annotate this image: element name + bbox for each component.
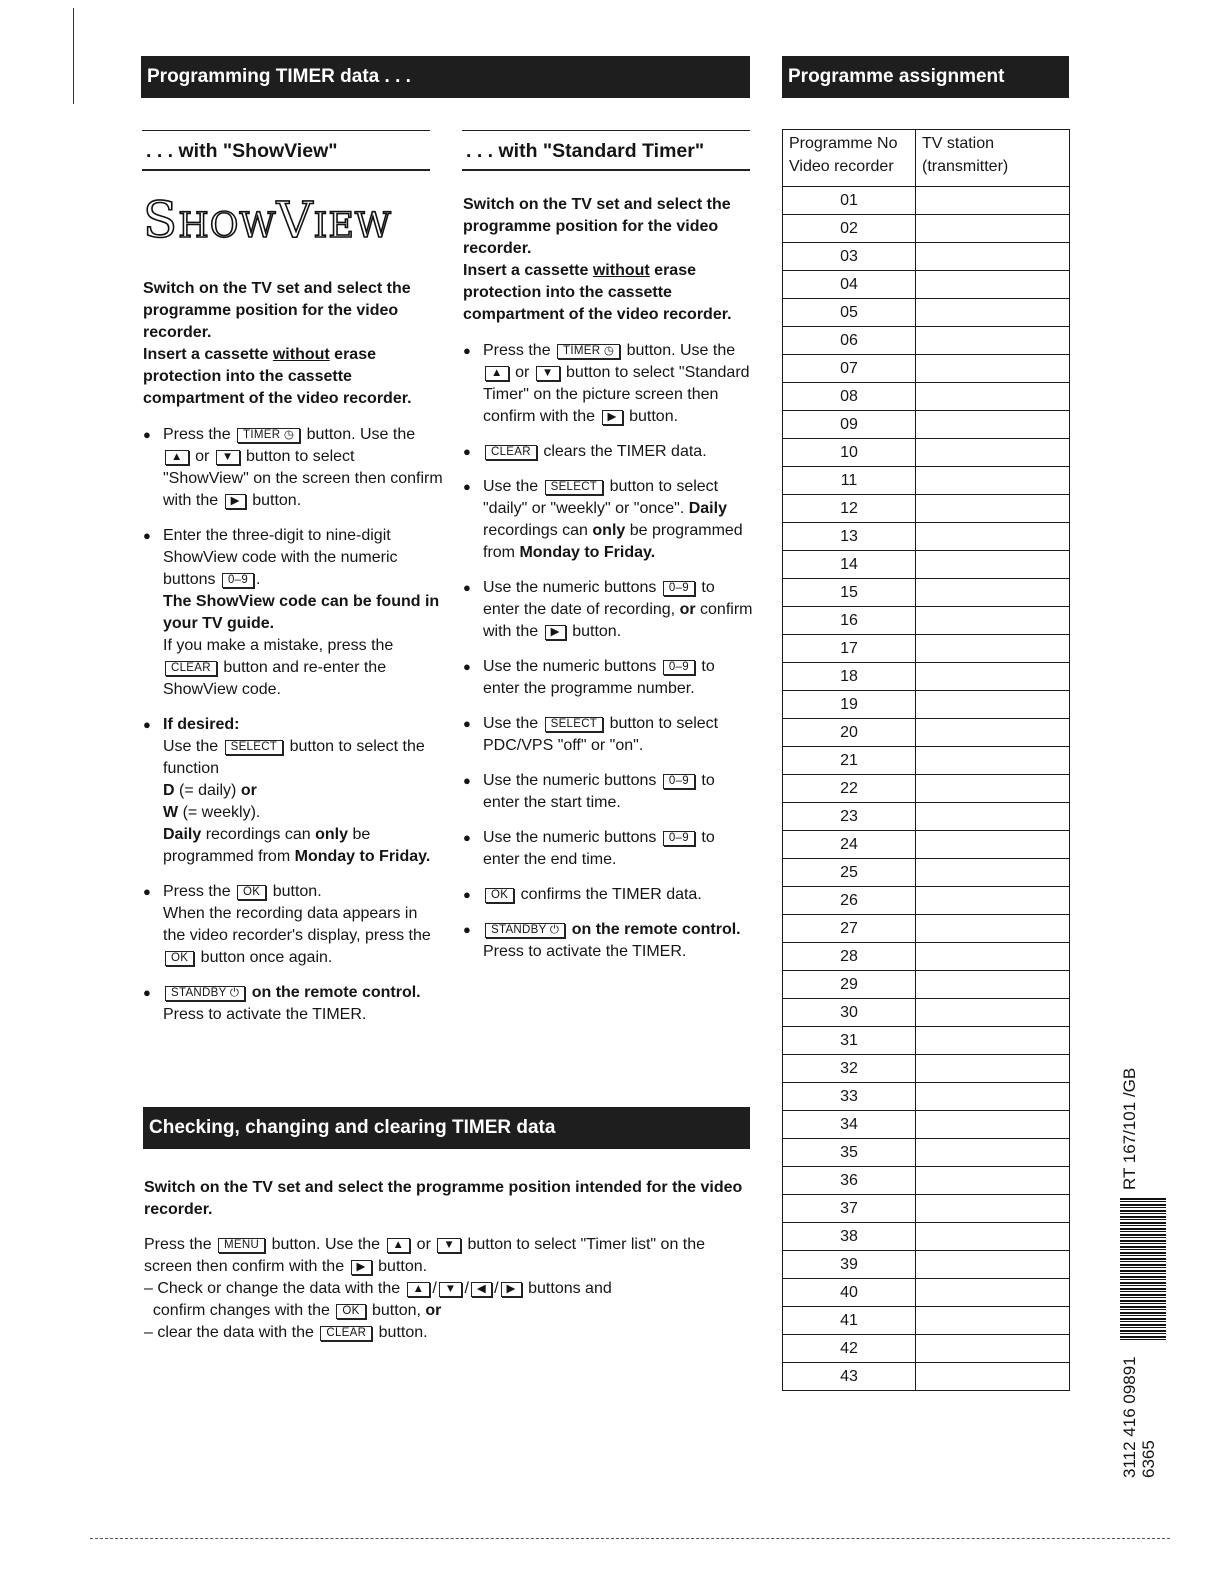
programme-number-cell: 42 xyxy=(783,1335,916,1363)
table-row xyxy=(783,607,1070,635)
menu-key: MENU xyxy=(218,1238,265,1253)
tv-station-cell xyxy=(916,579,1070,607)
standard-intro-1: Switch on the TV set and select the programme position for the video recorder. xyxy=(463,196,731,257)
table-row xyxy=(783,467,1070,495)
select-key: SELECT xyxy=(545,717,604,732)
programme-number-cell: 16 xyxy=(783,607,916,635)
tv-station-cell xyxy=(916,607,1070,635)
down-key: ▼ xyxy=(439,1282,463,1297)
programme-number-cell: 27 xyxy=(783,915,916,943)
tv-station-cell xyxy=(916,495,1070,523)
programme-number-cell: 41 xyxy=(783,1307,916,1335)
timer-key: TIMER ◷ xyxy=(237,428,300,443)
programme-number-cell: 01 xyxy=(783,187,916,215)
down-key: ▼ xyxy=(536,366,560,381)
programme-number-cell: 36 xyxy=(783,1167,916,1195)
tv-station-cell xyxy=(916,803,1070,831)
down-key: ▼ xyxy=(216,450,240,465)
standard-step-7: ● Use the numeric buttons 0–9 to enter the start time. xyxy=(463,770,755,814)
table-row xyxy=(783,635,1070,663)
standard-intro-2: Insert a cassette without erase protection into the cassette compartment of the video recorder. xyxy=(463,262,732,323)
standard-timer-instructions xyxy=(463,194,755,976)
table-row xyxy=(783,1111,1070,1139)
showview-step-4: ● Press the OK button. When the recording data appears in the video recorder's display, press the OK button once again. xyxy=(143,881,443,969)
tv-station-cell xyxy=(916,999,1070,1027)
table-row xyxy=(783,551,1070,579)
table-row xyxy=(783,523,1070,551)
table-row xyxy=(783,299,1070,327)
tv-station-cell xyxy=(916,887,1070,915)
standard-step-2: ● CLEAR clears the TIMER data. xyxy=(463,441,755,463)
tv-station-cell xyxy=(916,523,1070,551)
table-row xyxy=(783,1335,1070,1363)
table-row xyxy=(783,1251,1070,1279)
standard-step-10: ● STANDBY ⏻ on the remote control. Press to activate the TIMER. xyxy=(463,919,755,963)
tv-station-cell xyxy=(916,327,1070,355)
table-row xyxy=(783,243,1070,271)
table-row xyxy=(783,1363,1070,1391)
programme-number-cell: 37 xyxy=(783,1195,916,1223)
tv-station-cell xyxy=(916,1027,1070,1055)
standard-step-8: ● Use the numeric buttons 0–9 to enter the end time. xyxy=(463,827,755,871)
programme-number-cell: 08 xyxy=(783,383,916,411)
programme-number-cell: 19 xyxy=(783,691,916,719)
checking-step-clear: – clear the data with the CLEAR button. xyxy=(144,1324,428,1341)
table-row xyxy=(783,859,1070,887)
table-row xyxy=(783,971,1070,999)
programme-number-cell: 30 xyxy=(783,999,916,1027)
tv-station-cell xyxy=(916,1307,1070,1335)
standard-step-6: ● Use the SELECT button to select PDC/VPS "off" or "on". xyxy=(463,713,755,757)
table-row xyxy=(783,411,1070,439)
programme-number-cell: 09 xyxy=(783,411,916,439)
bottom-dashed-line xyxy=(90,1538,1170,1539)
down-key: ▼ xyxy=(437,1238,461,1253)
standard-step-5: ● Use the numeric buttons 0–9 to enter the programme number. xyxy=(463,656,755,700)
table-row xyxy=(783,1139,1070,1167)
programme-number-cell: 10 xyxy=(783,439,916,467)
numeric-key: 0–9 xyxy=(663,660,695,675)
tv-station-cell xyxy=(916,467,1070,495)
programme-number-cell: 29 xyxy=(783,971,916,999)
tv-station-cell xyxy=(916,355,1070,383)
tv-station-cell xyxy=(916,663,1070,691)
numeric-key: 0–9 xyxy=(663,831,695,846)
tv-station-cell xyxy=(916,831,1070,859)
up-key: ▲ xyxy=(485,366,509,381)
tv-station-cell xyxy=(916,1167,1070,1195)
right-key: ▶ xyxy=(501,1282,522,1297)
up-key: ▲ xyxy=(407,1282,431,1297)
tv-station-cell xyxy=(916,383,1070,411)
showview-step-2: ● Enter the three-digit to nine-digit ShowView code with the numeric buttons 0–9 . The ShowView code can be found in your TV guide. If you make a mistake, press the CLEAR button and re-enter the ShowView code. xyxy=(143,525,443,701)
tv-station-cell xyxy=(916,859,1070,887)
showview-intro-1: Switch on the TV set and select the programme position for the video recorder. xyxy=(143,280,411,341)
numeric-key: 0–9 xyxy=(663,581,695,596)
programme-assignment-table xyxy=(782,129,1070,1391)
tv-station-cell xyxy=(916,1111,1070,1139)
programme-number-cell: 21 xyxy=(783,747,916,775)
table-row xyxy=(783,215,1070,243)
table-row xyxy=(783,1223,1070,1251)
ok-key: OK xyxy=(485,888,514,903)
tv-station-cell xyxy=(916,719,1070,747)
checking-step-menu: Press the MENU button. Use the ▲ or ▼ button to select "Timer list" on the screen then confirm with the ▶ button. xyxy=(144,1236,706,1275)
table-row xyxy=(783,1195,1070,1223)
tv-station-cell xyxy=(916,1223,1070,1251)
tv-station-cell xyxy=(916,691,1070,719)
standby-key: STANDBY ⏻ xyxy=(165,986,245,1001)
programme-number-cell: 15 xyxy=(783,579,916,607)
clear-key: CLEAR xyxy=(320,1326,372,1341)
header-checking-timer-data: Checking, changing and clearing TIMER data xyxy=(143,1107,750,1149)
standard-step-1: ● Press the TIMER ◷ button. Use the ▲ or ▼ button to select "Standard Timer" on the picture screen then confirm with the ▶ button. xyxy=(463,340,755,428)
programme-number-cell: 39 xyxy=(783,1251,916,1279)
tv-station-cell xyxy=(916,1055,1070,1083)
table-row xyxy=(783,439,1070,467)
table-row xyxy=(783,663,1070,691)
tv-station-cell xyxy=(916,299,1070,327)
checking-instructions xyxy=(144,1177,750,1344)
programme-number-cell: 05 xyxy=(783,299,916,327)
table-row xyxy=(783,943,1070,971)
showview-heading: . . . with "ShowView" xyxy=(142,130,430,171)
programme-number-cell: 17 xyxy=(783,635,916,663)
tv-station-cell xyxy=(916,1195,1070,1223)
programme-number-cell: 43 xyxy=(783,1363,916,1391)
tv-station-cell xyxy=(916,775,1070,803)
table-row xyxy=(783,579,1070,607)
select-key: SELECT xyxy=(545,480,604,495)
showview-step-3: ● If desired: Use the SELECT button to select the function D (= daily) or W (= weekly). Daily recordings can only be programmed from Monday to Friday. xyxy=(143,714,443,868)
right-key: ▶ xyxy=(225,494,246,509)
header-programming-timer: Programming TIMER data . . . xyxy=(141,56,750,98)
ok-key: OK xyxy=(336,1304,365,1319)
tv-station-cell xyxy=(916,915,1070,943)
table-row xyxy=(783,719,1070,747)
showview-step-5: ● STANDBY ⏻ on the remote control. Press to activate the TIMER. xyxy=(143,982,443,1026)
standard-step-3: ● Use the SELECT button to select "daily" or "weekly" or "once". Daily recordings can only be programmed from Monday to Friday. xyxy=(463,476,755,564)
table-row xyxy=(783,887,1070,915)
table-row xyxy=(783,383,1070,411)
tv-station-cell xyxy=(916,271,1070,299)
programme-number-cell: 24 xyxy=(783,831,916,859)
tv-station-cell xyxy=(916,439,1070,467)
tv-station-cell xyxy=(916,215,1070,243)
programme-number-cell: 26 xyxy=(783,887,916,915)
programme-number-cell: 23 xyxy=(783,803,916,831)
table-row xyxy=(783,999,1070,1027)
programme-number-cell: 04 xyxy=(783,271,916,299)
up-key: ▲ xyxy=(387,1238,411,1253)
programme-number-cell: 35 xyxy=(783,1139,916,1167)
tv-station-cell xyxy=(916,551,1070,579)
up-key: ▲ xyxy=(165,450,189,465)
showview-instructions xyxy=(143,278,443,1039)
table-row xyxy=(783,775,1070,803)
timer-key: TIMER ◷ xyxy=(557,344,620,359)
doc-code: RT 167/101 /GB xyxy=(1120,1067,1139,1190)
table-row xyxy=(783,327,1070,355)
tv-station-cell xyxy=(916,943,1070,971)
programme-number-cell: 18 xyxy=(783,663,916,691)
programme-number-cell: 20 xyxy=(783,719,916,747)
numeric-key: 0–9 xyxy=(222,573,254,588)
tv-station-cell xyxy=(916,635,1070,663)
tv-station-cell xyxy=(916,1251,1070,1279)
table-row xyxy=(783,915,1070,943)
numeric-key: 0–9 xyxy=(663,774,695,789)
tv-station-cell xyxy=(916,747,1070,775)
tv-station-cell xyxy=(916,187,1070,215)
standard-timer-heading: . . . with "Standard Timer" xyxy=(462,130,750,171)
tv-station-cell xyxy=(916,1335,1070,1363)
checking-step-change: – Check or change the data with the ▲ / ▼ / ◀ / ▶ buttons and confirm changes with the OK button, or xyxy=(144,1280,612,1319)
tv-station-cell xyxy=(916,1083,1070,1111)
standard-step-4: ● Use the numeric buttons 0–9 to enter the date of recording, or confirm with the ▶ button. xyxy=(463,577,755,643)
programme-number-cell: 11 xyxy=(783,467,916,495)
table-row xyxy=(783,747,1070,775)
table-row xyxy=(783,271,1070,299)
programme-number-cell: 32 xyxy=(783,1055,916,1083)
programme-number-cell: 34 xyxy=(783,1111,916,1139)
tv-station-cell xyxy=(916,411,1070,439)
header-programme-assignment: Programme assignment xyxy=(782,56,1069,98)
table-row xyxy=(783,1055,1070,1083)
table-header-row xyxy=(783,130,1070,187)
table-row xyxy=(783,1307,1070,1335)
standby-key: STANDBY ⏻ xyxy=(485,923,565,938)
showview-logo: ShowView xyxy=(143,191,392,249)
checking-intro: Switch on the TV set and select the programme position intended for the video recorder. xyxy=(144,1179,743,1218)
right-key: ▶ xyxy=(545,625,566,640)
table-row xyxy=(783,691,1070,719)
programme-number-cell: 02 xyxy=(783,215,916,243)
clear-key: CLEAR xyxy=(485,445,537,460)
page-edge-mark xyxy=(73,8,74,104)
standard-step-9: ● OK confirms the TIMER data. xyxy=(463,884,755,906)
table-row xyxy=(783,1167,1070,1195)
programme-number-cell: 25 xyxy=(783,859,916,887)
programme-number-cell: 03 xyxy=(783,243,916,271)
programme-number-cell: 13 xyxy=(783,523,916,551)
clear-key: CLEAR xyxy=(165,661,217,676)
table-row xyxy=(783,495,1070,523)
select-key: SELECT xyxy=(225,740,284,755)
tv-station-cell xyxy=(916,971,1070,999)
table-row xyxy=(783,1027,1070,1055)
left-key: ◀ xyxy=(471,1282,492,1297)
programme-number-cell: 12 xyxy=(783,495,916,523)
table-row xyxy=(783,355,1070,383)
showview-intro-2: Insert a cassette without erase protection into the cassette compartment of the video recorder. xyxy=(143,346,412,407)
col-programme-no: Programme No Video recorder xyxy=(783,130,916,187)
col-tv-station: TV station (transmitter) xyxy=(916,130,1070,187)
programme-number-cell: 28 xyxy=(783,943,916,971)
table-row xyxy=(783,831,1070,859)
right-key: ▶ xyxy=(602,410,623,425)
ok-key: OK xyxy=(237,885,266,900)
barcode xyxy=(1120,1198,1166,1340)
programme-number-cell: 33 xyxy=(783,1083,916,1111)
tv-station-cell xyxy=(916,1279,1070,1307)
table-row xyxy=(783,1279,1070,1307)
programme-number-cell: 38 xyxy=(783,1223,916,1251)
right-key: ▶ xyxy=(351,1260,372,1275)
table-row xyxy=(783,1083,1070,1111)
table-row xyxy=(783,803,1070,831)
programme-number-cell: 14 xyxy=(783,551,916,579)
tv-station-cell xyxy=(916,1139,1070,1167)
programme-number-cell: 22 xyxy=(783,775,916,803)
tv-station-cell xyxy=(916,1363,1070,1391)
part-number: 3112 416 09891 6365 xyxy=(1120,1356,1158,1478)
table-row xyxy=(783,187,1070,215)
showview-step-1: ● Press the TIMER ◷ button. Use the ▲ or ▼ button to select "ShowView" on the screen then confirm with the ▶ button. xyxy=(143,424,443,512)
tv-station-cell xyxy=(916,243,1070,271)
ok-key: OK xyxy=(165,951,194,966)
programme-number-cell: 40 xyxy=(783,1279,916,1307)
programme-number-cell: 07 xyxy=(783,355,916,383)
programme-number-cell: 06 xyxy=(783,327,916,355)
programme-number-cell: 31 xyxy=(783,1027,916,1055)
